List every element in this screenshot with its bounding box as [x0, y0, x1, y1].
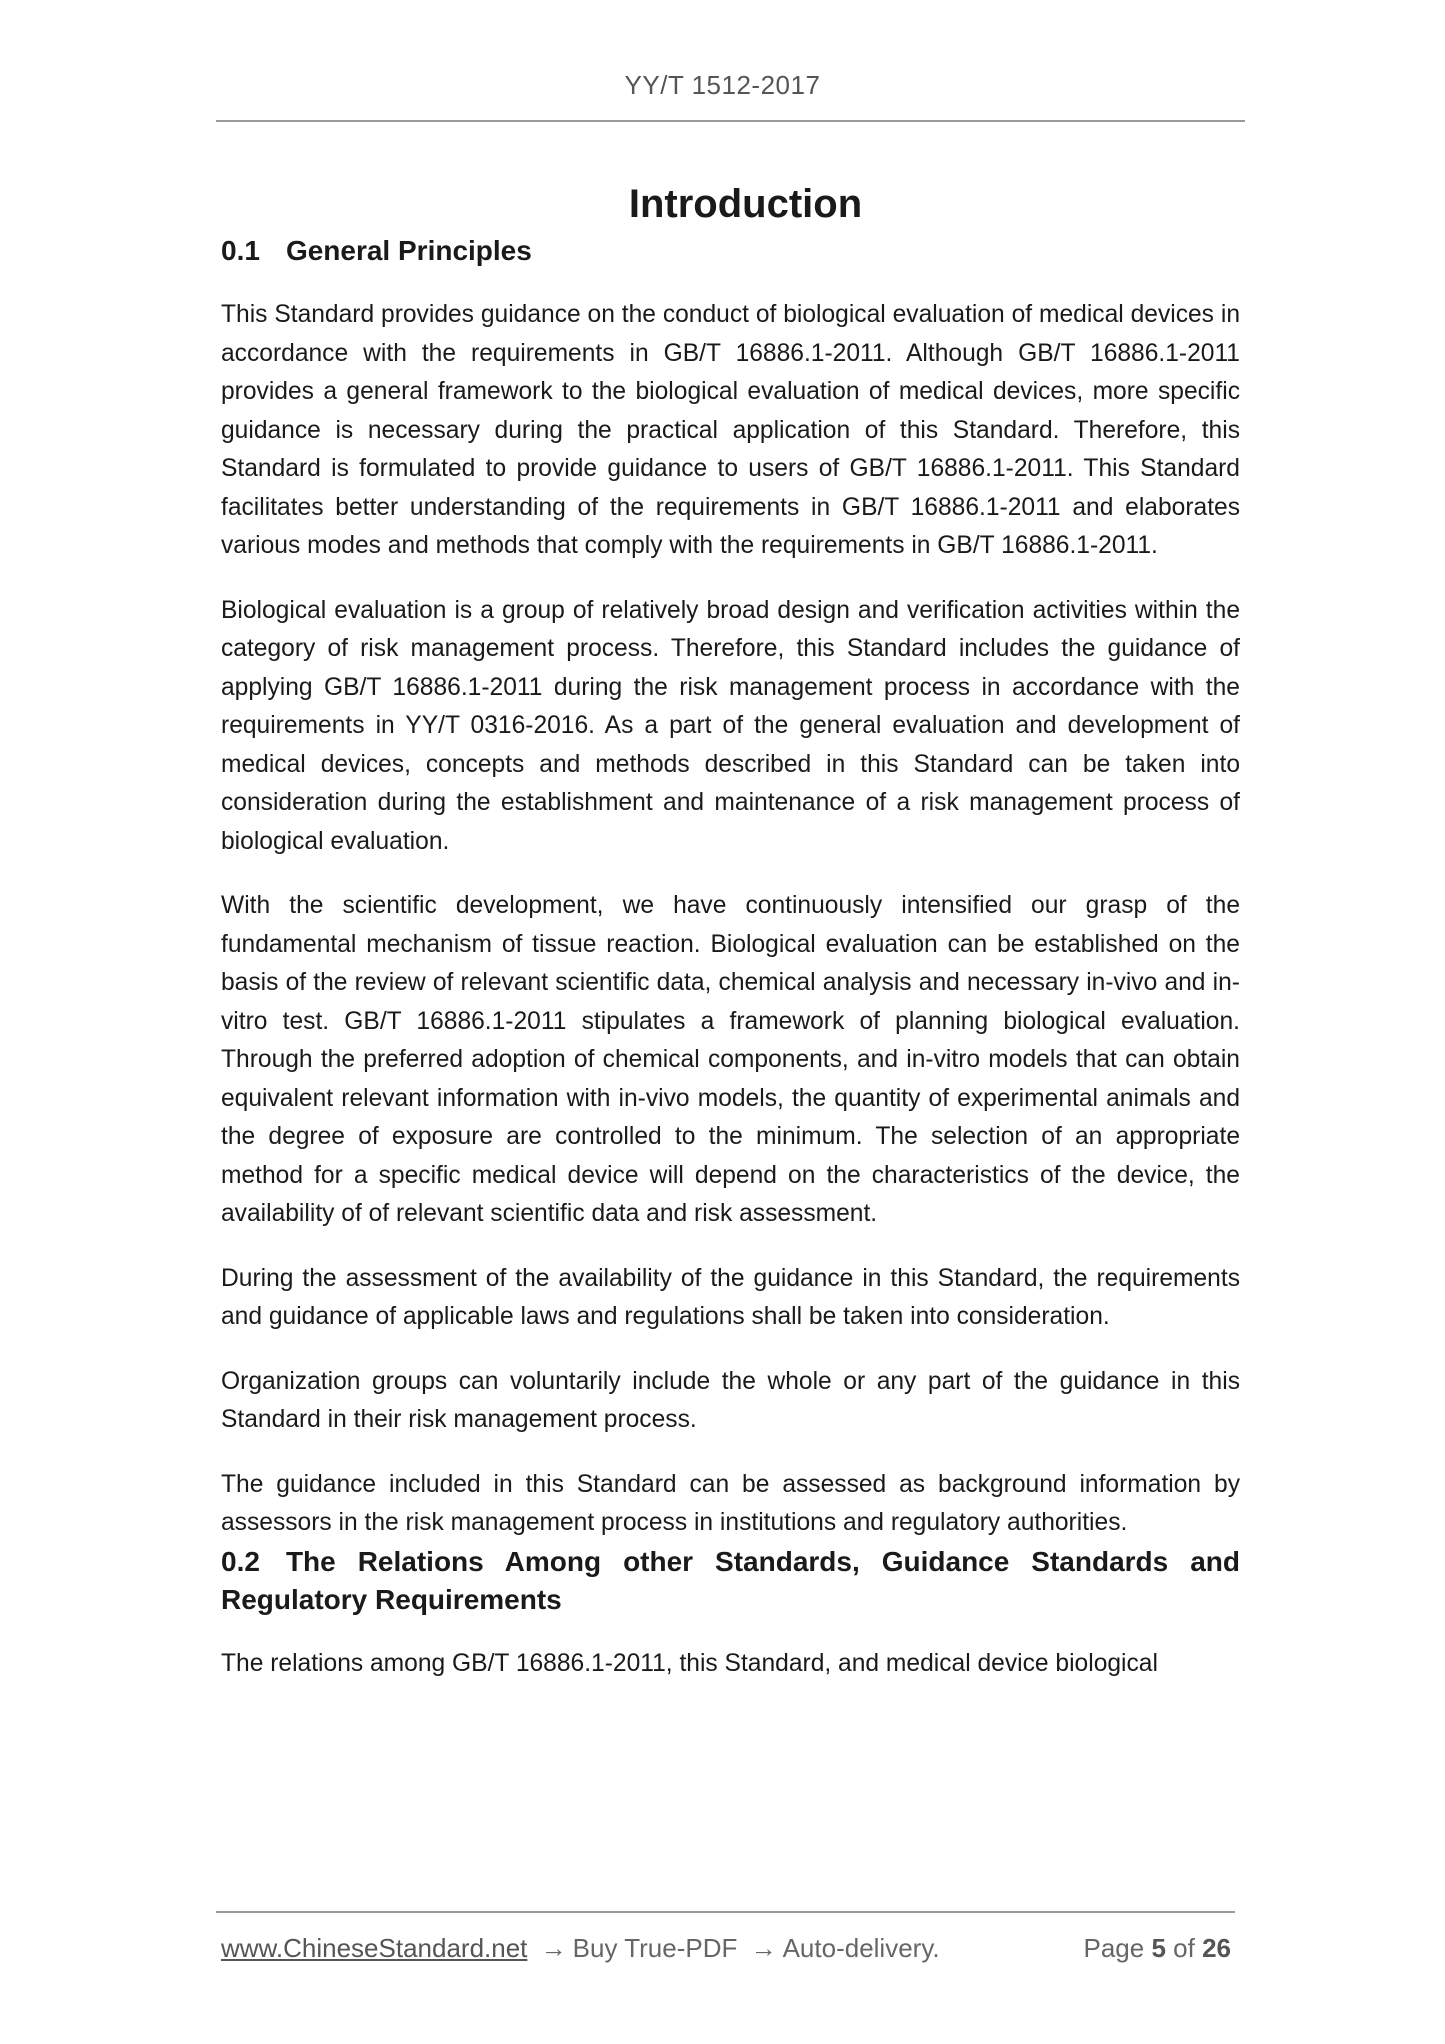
current-page-number: 5 [1151, 1933, 1166, 1963]
page-label: Page [1083, 1933, 1145, 1963]
paragraph-7: The relations among GB/T 16886.1-2011, this Standard, and medical device biological [221, 1649, 1158, 1677]
arrow-right-icon: → [540, 1933, 567, 1963]
section-title: General Principles [285, 235, 532, 266]
buy-pdf-text: Buy True-PDF [572, 1933, 738, 1963]
paragraph-2: Biological evaluation is a group of relatively broad design and verification activities within the category of risk management process. Therefore, this Standard includes the guidance of applying GB/T 16886.1-2011 during the risk management process in accordance with the requirements in YY/T 0316-2016. As a part of the general evaluation and development of medical devices, concepts and methods described in this Standard can be taken into consideration during the establishment and maintenance of a risk management process of biological evaluation. [221, 596, 1240, 855]
paragraph-5: Organization groups can voluntarily include the whole or any part of the guidance in this Standard in their risk management process. [221, 1367, 1240, 1433]
section-number: 0.1 [221, 235, 260, 266]
document-code-header: YY/T 1512-2017 [624, 70, 821, 100]
section-heading-0-1 [221, 232, 1240, 270]
section-heading-0-2 [221, 1543, 1240, 1619]
paragraph-3: With the scientific development, we have continuously intensified our grasp of the fundamental mechanism of tissue reaction. Biological evaluation can be established on the basis of the review of relevant scientific data, chemical analysis and necessary in-vivo and in-vitro test. GB/T 16886.1-2011 stipulates a framework of planning biological evaluation. Through the preferred adoption of chemical components, and in-vitro models that can obtain equivalent relevant information with in-vivo models, the quantity of experimental animals and the degree of exposure are controlled to the minimum. The selection of an appropriate method for a specific medical device will depend on the characteristics of the device, the availability of of relevant scientific data and risk assessment. [221, 892, 1240, 1227]
page-footer [221, 1930, 1231, 1966]
of-label: of [1173, 1933, 1195, 1963]
paragraph-4: During the assessment of the availability of the guidance in this Standard, the requirements and guidance of applicable laws and regulations shall be taken into consideration. [221, 1264, 1240, 1330]
site-link[interactable]: www.ChineseStandard.net [221, 1933, 528, 1963]
arrow-right-icon: → [750, 1933, 777, 1963]
section-number: 0.2 [221, 1545, 260, 1577]
page-body [221, 176, 1240, 1683]
page-title: Introduction [628, 182, 863, 226]
page-indicator [1083, 1930, 1231, 1966]
header-divider [216, 120, 1245, 122]
total-pages-number: 26 [1202, 1933, 1231, 1963]
footer-divider [216, 1911, 1235, 1913]
section-title: The Relations Among other Standards, Guidance Standards and Regulatory Requirements [221, 1545, 1240, 1615]
auto-delivery-text: Auto-delivery. [782, 1933, 940, 1963]
paragraph-1: This Standard provides guidance on the conduct of biological evaluation of medical devices in accordance with the requirements in GB/T 16886.1-2011. Although GB/T 16886.1-2011 provides a general framework to the biological evaluation of medical devices, more specific guidance is necessary during the practical application of this Standard. Therefore, this Standard is formulated to provide guidance to users of GB/T 16886.1-2011. This Standard facilitates better understanding of the requirements in GB/T 16886.1-2011 and elaborates various modes and methods that comply with the requirements in GB/T 16886.1-2011. [221, 301, 1240, 559]
paragraph-6: The guidance included in this Standard can be assessed as background information by assessors in the risk management process in institutions and regulatory authorities. [221, 1470, 1240, 1536]
